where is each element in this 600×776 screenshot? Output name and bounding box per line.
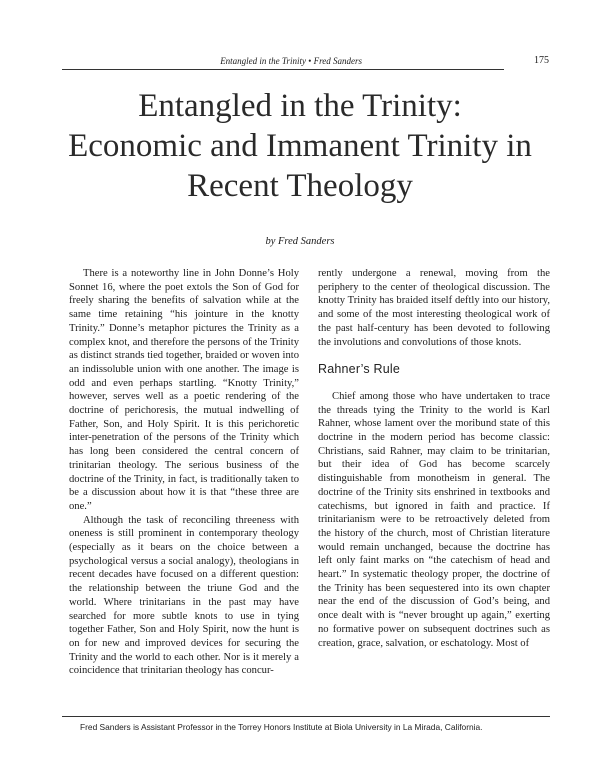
running-head-title: Entangled in the Trinity • Fred Sanders xyxy=(220,56,362,66)
section-heading: Rahner’s Rule xyxy=(318,362,401,377)
author-footnote: Fred Sanders is Assistant Professor in the Torrey Honors Institute at Biola University in La Mirada, California. xyxy=(80,722,483,732)
article-title-line-3: Recent Theology xyxy=(187,168,413,204)
article-title-line-1: Entangled in the Trinity: xyxy=(138,88,462,124)
running-head xyxy=(0,56,600,70)
body-paragraph-continued: rently undergone a renewal, moving from the periphery to the center of theological discussion. The knotty Trinity has braided itself deftly into our history, and some of the most interesting theological work of the past half-century has been devoted to following the involutions and convolutions of those knots. xyxy=(318,268,550,348)
footnote-rule xyxy=(62,716,550,717)
right-column xyxy=(318,267,550,650)
body-paragraph-1: There is a noteworthy line in John Donne’s Holy Sonnet 16, where the poet extols the Son of God for freely sharing the benefits of salvation while at the same time retaining “his jointure in the knotty Trinity.” Donne’s metaphor pictures the Trinity as a complex knot, and therefore the persons of the Trinity as distinct strands tied together, braided or woven into an indissoluble union with one another. The image is odd and even perhaps startling. “Knotty Trinity,” however, serves well as a poetic rendering of the doctrine of perichoresis, the mutual indwelling of Father, Son, and Holy Spirit. It is this perichoretic inter-penetration of the persons of the Trinity which has long been considered the central concern of trinitarian theology. The serious business of the doctrine of the Trinity, in fact, is traditionally taken to be a discussion about how it is that “these three are one.” xyxy=(69,268,299,512)
body-paragraph-3: Chief among those who have undertaken to trace the threads tying the Trinity to the world is Karl Rahner, whose lament over the moribund state of this doctrine in the modern period has become classic: Christians, said Rahner, may claim to be trinitarian, but their idea of God has become scarcely distinguishable from monotheism in general. The doctrine of the Trinity sits enshrined in textbooks and catechisms, but ignored in faith and practice. If trinitarianism were to be retroactively deleted from the history of the church, most of Christian literature would remain unchanged, because the doctrine has left only faint marks on “the catechism of head and heart.” In systematic theology proper, the doctrine of the Trinity has been sequestered into its own chapter near the end of the discussion of God’s being, and once dealt with is “never brought up again,” exerting no formative power on subsequent doctrines such as creation, grace, salvation, or eschatology. Most of xyxy=(318,390,550,649)
page-number: 175 xyxy=(534,55,549,66)
body-paragraph-2: Although the task of reconciling threeness with oneness is still prominent in contemporary theology (especially as it bears on the choice between a psychological versus a social analogy), theologians in recent decades have focused on a different question: the relationship between the triune God and the world. Where trinitarians in the past may have searched for more subtle knots to use in tying together Father, Son and Holy Spirit, now the hunt is on for new and improved devices for securing the Trinity and the world to each other. Nor is it merely a coincidence that trinitarian theology has concur- xyxy=(69,514,299,677)
byline: by Fred Sanders xyxy=(265,236,335,247)
left-column xyxy=(69,267,299,678)
article-title xyxy=(40,86,560,206)
article-title-line-2: Economic and Immanent Trinity in xyxy=(68,128,532,164)
header-rule xyxy=(62,69,504,70)
